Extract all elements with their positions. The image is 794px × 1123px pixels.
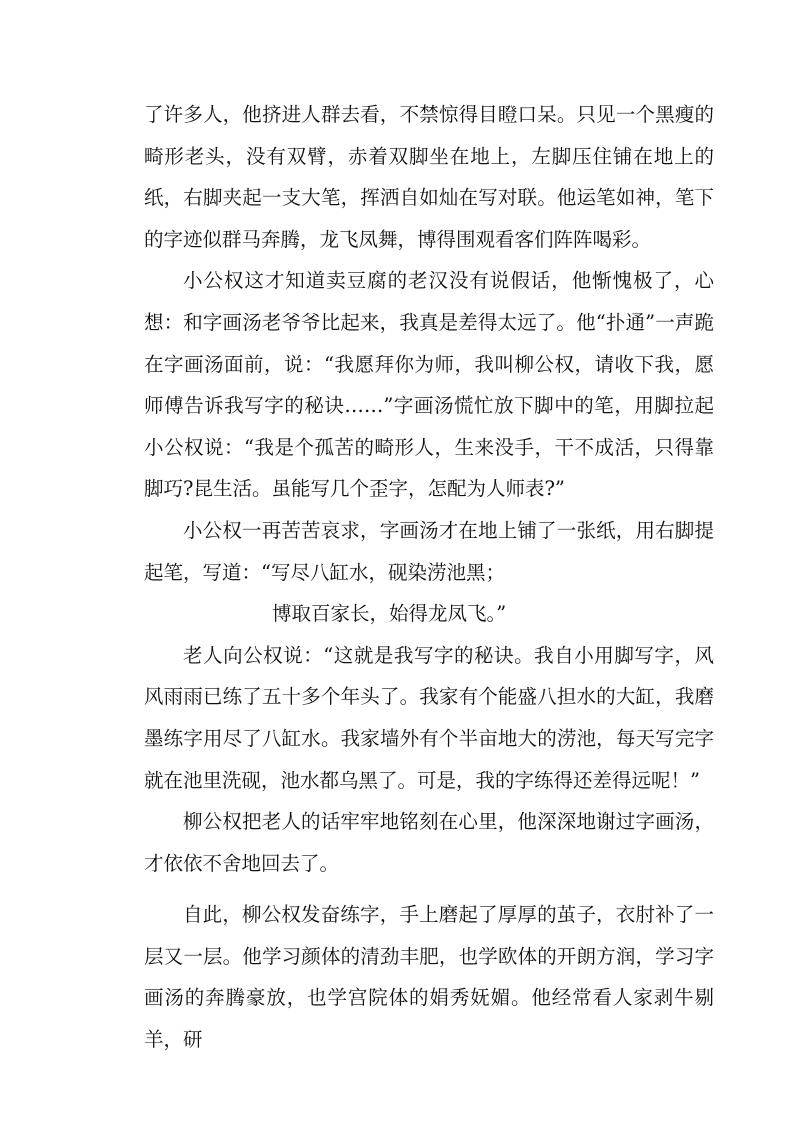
document-body	[144, 94, 714, 1061]
paragraph-5: 柳公权把老人的话牢牢地铭刻在心里，他深深地谢过字画汤，才依依不舍地回去了。	[144, 810, 714, 875]
paragraph-6: 自此，柳公权发奋练字，手上磨起了厚厚的茧子，衣肘补了一层又一层。他学习颜体的清劲丰肥，也学欧体的开朗方润，学习字画汤的奔腾豪放，也学宫院体的娟秀妩媚。他经常看人家剥牛剔羊，研	[144, 903, 714, 1052]
poem-line: 博取百家长，始得龙凤飞。”	[272, 602, 507, 626]
paragraph-gap	[144, 884, 714, 894]
paragraph-2: 小公权这才知道卖豆腐的老汉没有说假话，他惭愧极了，心想：和字画汤老爷爷比起来，我真是差得太远了。他“扑通”一声跪在字画汤面前，说：“我愿拜你为师，我叫柳公权，请收下我，愿师傅告诉我写字的秘诀……”字画汤慌忙放下脚中的笔，用脚拉起小公权说：“我是个孤苦的畸形人，生来没手，干不成活，只得靠脚巧?昆生活。虽能写几个歪字，怎配为人师表?”	[144, 269, 714, 501]
paragraph-4: 老人向公权说：“这就是我写字的秘诀。我自小用脚写字，风风雨雨已练了五十多个年头了。我家有个能盛八担水的大缸，我磨墨练字用尽了八缸水。我家墙外有个半亩地大的涝池，每天写完字就在池里洗砚，池水都乌黑了。可是，我的字练得还差得远呢！”	[144, 643, 714, 792]
paragraph-1: 了许多人，他挤进人群去看，不禁惊得目瞪口呆。只见一个黑瘦的畸形老头，没有双臂，赤着双脚坐在地上，左脚压住铺在地上的纸，右脚夹起一支大笔，挥洒自如灿在写对联。他运笔如神，笔下的字迹似群马奔腾，龙飞凤舞，博得围观看客们阵阵喝彩。	[144, 103, 714, 251]
paragraph-3: 小公权一再苦苦哀求，字画汤才在地上铺了一张纸，用右脚提起笔，写道：“写尽八缸水，砚染涝池黑；	[144, 518, 714, 584]
